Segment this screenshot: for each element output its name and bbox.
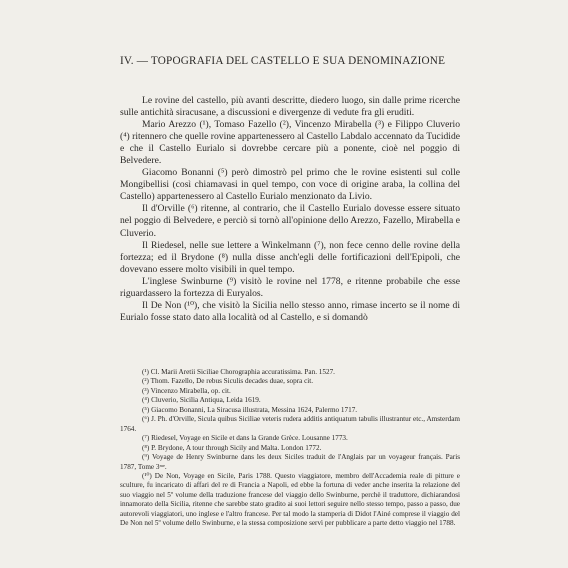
- footnote: (⁹) Voyage de Henry Swinburne dans les deux Siciles traduit de l'Anglais par un voyageur français. Paris 1787, Tome 3ᵐᵉ.: [120, 453, 460, 471]
- footnote: (¹) Cl. Marii Aretii Siciliae Chorographia accuratissima. Pan. 1527.: [142, 368, 335, 376]
- paragraph: Le rovine del castello, più avanti descritte, diedero luogo, sin dalle prime ricerche sulle antichità siracusane, a discussioni e divergenze di vedute fra gli eruditi.: [120, 95, 460, 119]
- footnotes: [120, 368, 460, 529]
- footnote: (³) Vincenzo Mirabella, op. cit.: [142, 386, 231, 395]
- footnote: (⁵) Giacomo Bonanni, La Siracusa illustrata, Messina 1624, Palermo 1717.: [142, 405, 358, 414]
- footnote: (⁸) P. Brydone, A tour through Sicily and Malta. London 1772.: [142, 443, 322, 452]
- footnote: (⁴) Cluverio, Sicilia Antiqua, Leida 1619.: [142, 396, 261, 405]
- body-text: [120, 95, 460, 324]
- footnote: (⁷) Riedesel, Voyage en Sicile et dans la Grande Grèce. Lousanne 1773.: [142, 434, 348, 443]
- footnote: (²) Thom. Fazello, De rebus Siculis decades duae, sopra cit.: [142, 377, 314, 386]
- paragraph: Mario Arezzo (¹), Tomaso Fazello (²), Vincenzo Mirabella (³) e Filippo Cluverio (⁴) ritennero che quelle rovine appartenessero al Castello Labdalo accennato da Tucidide e che il Castello Eurialo si dovrebbe cercare più a ponente, cioè nel poggio di Belvedere.: [120, 119, 460, 167]
- paragraph: Il d'Orville (⁶) ritenne, al contrario, che il Castello Eurialo dovesse essere situato nel poggio di Belvedere, e perciò si tornò all'opinione dello Arezzo, Fazello, Mirabella e Cluverio.: [120, 203, 460, 239]
- paragraph: Il De Non (¹⁰), che visitò la Sicilia nello stesso anno, rimase incerto se il nome di Eurialo fosse stato dato alla località od al Castello, e si domandò: [120, 299, 460, 323]
- section-heading: IV. — TOPOGRAFIA DEL CASTELLO E SUA DENOMINAZIONE: [120, 55, 446, 67]
- footnote: (⁶) J. Ph. d'Orville, Sicula quibus Siciliae veteris rudera additis antiquatum tabulis illustrantur etc., Amsterdam 1764.: [120, 415, 460, 433]
- paragraph: Il Riedesel, nelle sue lettere a Winkelmann (⁷), non fece cenno delle rovine della fortezza; ed il Brydone (⁸) nulla disse anch'egli delle fortificazioni dell'Epipoli, che dovevano essere molto visibili in quel tempo.: [120, 239, 460, 275]
- footnote: (¹⁰) De Non, Voyage en Sicile, Paris 1788. Questo viaggiatore, membro dell'Accademia reale di pitture e sculture, fu incaricato di affari del re di Francia a Napoli, ed ebbe la fortuna di veder anche inserita la relazione del suo viaggio nel 5º volume della traduzione francese del viaggio dello Swinburne, perchè il traduttore, dichiarandosi innamorato della Sicilia, ritenne che sarebbe stato gradito ai suoi lettori seguire nello stesso tempo, passo a passo, due autorevoli viaggiatori, uno inglese e l'altro francese. Per tal modo la stamperia di Didot l'Ainé comprese il viaggio del De Non nel 5º volume dello Swinburne, e la stessa composizione servì per pubblicare a parte detto viaggio nel 1788.: [120, 471, 460, 528]
- paragraph: Giacomo Bonanni (⁵) però dimostrò pel primo che le rovine esistenti sul colle Mongibellisi (così chiamavasi in quel tempo, con voce di origine araba, la collina del Castello) appartenessero al Castello Eurialo menzionato da Livio.: [120, 167, 460, 203]
- paragraph: L'inglese Swinburne (⁹) visitò le rovine nel 1778, e ritenne probabile che esse riguardassero la fortezza di Euryalos.: [120, 275, 460, 299]
